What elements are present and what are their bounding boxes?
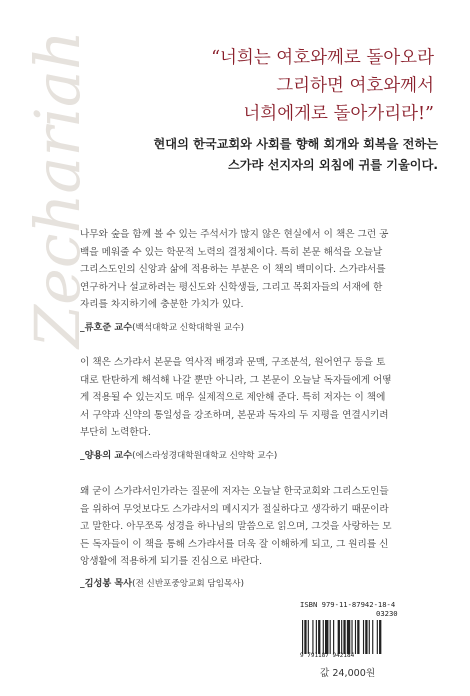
endorser-affiliation: (전 신반포중앙교회 담임목사) bbox=[132, 579, 244, 589]
endorsement-line: 왜 굳이 스가랴서인가라는 질문에 저자는 오늘날 한국교회와 그리스도인들 bbox=[80, 486, 389, 497]
endorser-name: _류호준 교수 bbox=[80, 322, 133, 333]
watermark-text: Zechariah bbox=[21, 30, 94, 348]
endorser-name: _김성봉 목사 bbox=[80, 578, 133, 589]
isbn-label bbox=[300, 600, 398, 618]
barcode-icon bbox=[300, 620, 426, 654]
tagline-line-1: 현대의 한국교회와 사회를 향해 회개와 회복을 전하는 bbox=[153, 137, 438, 151]
endorser-affiliation: (에스라성경대학원대학교 신약학 교수) bbox=[132, 451, 278, 461]
endorser-affiliation: (백석대학교 신학대학원 교수) bbox=[132, 323, 244, 333]
endorsement-line: 나무와 숲을 함께 볼 수 있는 주석서가 많지 않은 현실에서 이 책은 그런 공 bbox=[80, 229, 389, 240]
tagline-line-2: 스가랴 선지자의 외침에 귀를 기울이다. bbox=[228, 158, 438, 172]
quote-line-2: 그리하면 여호와께서 bbox=[276, 76, 434, 96]
endorsement-line: 든 독자들이 이 책을 통해 스가랴서를 더욱 잘 이해하게 되고, 그 원리를 신 bbox=[80, 538, 389, 550]
endorsement-3-signature bbox=[80, 575, 244, 589]
barcode-bar bbox=[377, 620, 378, 654]
quote-line-3: 너희에게로 돌아가리라!” bbox=[243, 104, 434, 124]
barcode-bar bbox=[308, 620, 309, 654]
barcode-bar bbox=[338, 620, 340, 654]
barcode-number: 9 791187 942184 bbox=[300, 652, 355, 659]
endorsement-2-signature bbox=[80, 447, 277, 461]
barcode-bar bbox=[369, 620, 370, 654]
endorsement-1-signature bbox=[80, 319, 244, 333]
endorsement-line: 게 적용될 수 있는지도 매우 실제적으로 제안해 준다. 특히 저자는 이 책에 bbox=[80, 392, 386, 403]
endorsement-line: 그리스도인의 신앙과 삶에 적용하는 부분은 이 책의 백미이다. 스가랴서를 bbox=[80, 264, 386, 275]
pull-quote bbox=[211, 44, 434, 128]
barcode-bar bbox=[357, 620, 359, 654]
barcode-bar bbox=[304, 620, 306, 654]
endorsement-line: 이 책은 스가랴서 본문을 역사적 배경과 문맥, 구조분석, 원어연구 등을 토 bbox=[80, 357, 386, 368]
barcode-bar bbox=[323, 620, 324, 654]
barcode-bar bbox=[312, 620, 313, 654]
endorsement-1-text bbox=[80, 226, 438, 314]
endorsement-2-text bbox=[80, 354, 438, 442]
endorsement-line: 연구하거나 설교하려는 평신도와 신학생들, 그리고 목회자들의 서재에 한 bbox=[80, 281, 383, 293]
tagline bbox=[154, 134, 438, 176]
barcode-bar bbox=[379, 620, 381, 654]
barcode-bar bbox=[355, 620, 356, 654]
barcode-bar bbox=[318, 620, 320, 654]
barcode-bar bbox=[372, 620, 373, 654]
barcode-bar bbox=[341, 620, 342, 654]
endorsement-line: 부단히 노력한다. bbox=[80, 427, 151, 438]
barcode-bar bbox=[330, 620, 331, 654]
barcode-bar bbox=[333, 620, 334, 654]
price-label: 값 24,000원 bbox=[320, 668, 376, 679]
endorsement-line: 백을 메워줄 수 있는 학문적 노력의 결정체이다. 특히 본문 해석을 오늘날 bbox=[80, 246, 383, 258]
endorser-name: _양용의 교수 bbox=[80, 450, 133, 461]
endorsement-line: 자리를 차지하기에 충분한 가치가 있다. bbox=[80, 299, 244, 310]
quote-line-1: “너희는 여호와께로 돌아오라 bbox=[211, 48, 434, 68]
barcode-bar bbox=[325, 620, 328, 654]
endorsement-line: 서 구약과 신약의 통일성을 강조하며, 본문과 독자의 두 지평을 연결시키려 bbox=[80, 409, 389, 421]
barcode-bar bbox=[363, 620, 364, 654]
barcode-bar bbox=[365, 620, 367, 654]
endorsement-line: 앙생활에 적용하게 되기를 진심으로 바란다. bbox=[80, 556, 263, 567]
barcode-bar bbox=[302, 620, 303, 654]
endorsement-line: 을 위하여 무엇보다도 스가랴서의 메시지가 절실하다고 생각하기 때문이라 bbox=[80, 503, 389, 515]
isbn-number: ISBN 979-11-87942-18-4 bbox=[300, 600, 396, 609]
endorsement-line: 고 말한다. 아무쪼록 성경을 하나님의 말씀으로 읽으며, 그것을 사랑하는 모 bbox=[80, 521, 392, 532]
endorsement-3-text bbox=[80, 483, 438, 571]
barcode-bar bbox=[316, 620, 317, 654]
isbn-addon: 03230 bbox=[376, 609, 398, 618]
barcode-bar bbox=[351, 620, 352, 654]
barcode-bar bbox=[343, 620, 345, 654]
endorsement-line: 대로 탄탄하게 해석해 나갈 뿐만 아니라, 그 본문이 오늘날 독자들에게 어떻 bbox=[80, 374, 392, 386]
barcode-bar bbox=[347, 620, 350, 654]
